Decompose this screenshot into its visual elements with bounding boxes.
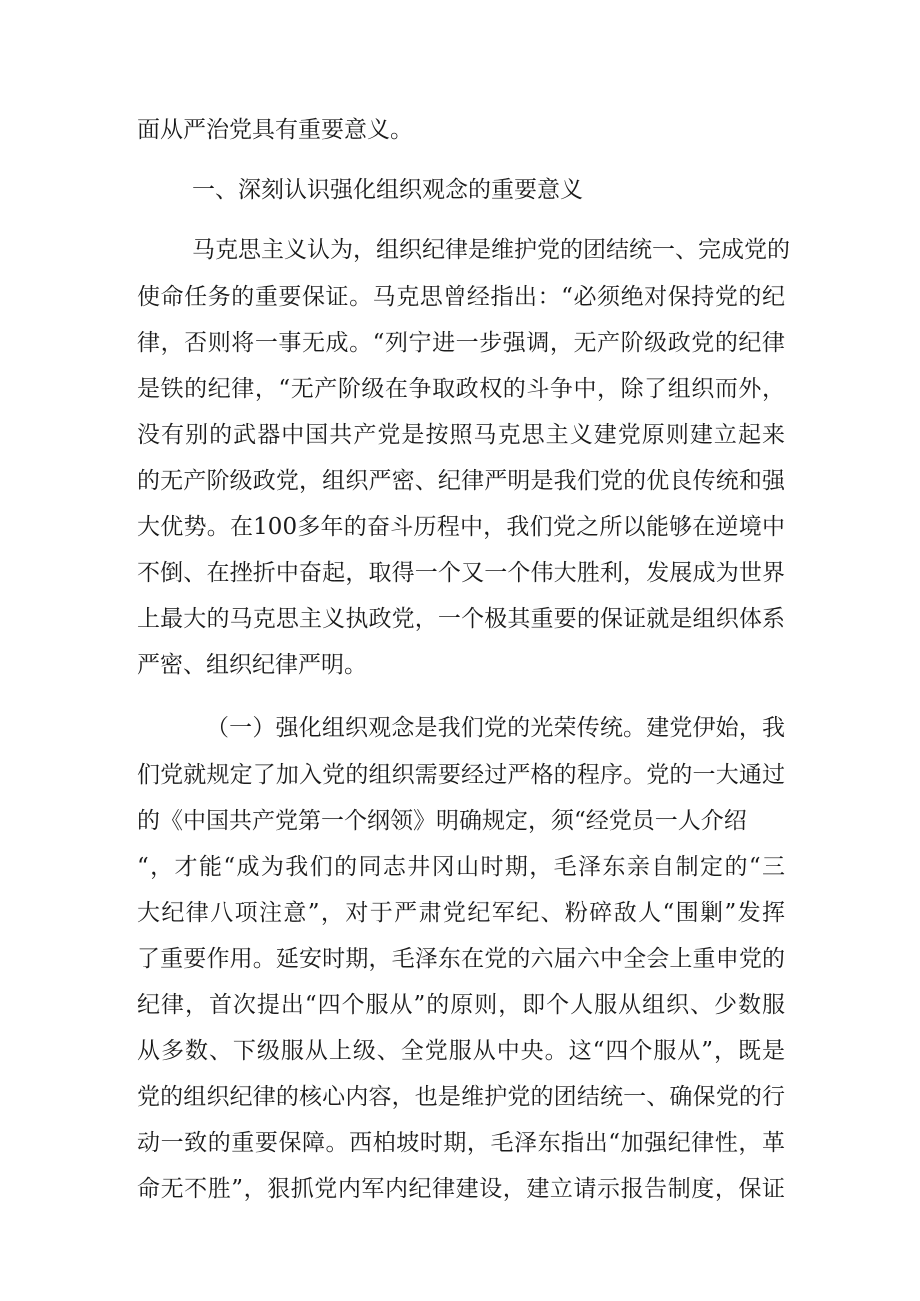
subsection-lead-line: （一）强化组织观念是我们党的光荣传统。建党伊始，我 bbox=[206, 715, 785, 741]
text-line: 从多数、下级服从上级、全党服从中央。这“四个服从”，既是 bbox=[137, 1038, 785, 1064]
text-line: 律，否则将一事无成。“列宁进一步强调，无产阶级政党的纪律 bbox=[137, 330, 785, 356]
text-line: 们党就规定了加入党的组织需要经过严格的程序。党的一大通过 bbox=[137, 762, 785, 788]
text-line: 命无不胜”，狠抓党内军内纪律建设，建立请示报告制度，保证 bbox=[137, 1176, 785, 1202]
text-line: 面从严治党具有重要意义。 bbox=[137, 117, 413, 143]
text-line: 大纪律八项注意”，对于严肃党纪军纪、粉碎敌人“围剿”发挥 bbox=[137, 900, 785, 926]
text-line: 的《中国共产党第一个纲领》明确规定，须“经党员一人介绍 bbox=[137, 808, 747, 834]
text-line: 大优势。在100多年的奋斗历程中，我们党之所以能够在逆境中 bbox=[137, 514, 785, 540]
text-line: 党的组织纪律的核心内容，也是维护党的团结统一、确保党的行 bbox=[137, 1084, 785, 1110]
text-line: “，才能“成为我们的同志井冈山时期，毛泽东亲自制定的“三 bbox=[137, 854, 785, 880]
text-line: 了重要作用。延安时期，毛泽东在党的六届六中全会上重申党的 bbox=[137, 946, 785, 972]
text-line: 不倒、在挫折中奋起，取得一个又一个伟大胜利，发展成为世界 bbox=[137, 560, 785, 586]
text-line: 纪律，首次提出“四个服从”的原则，即个人服从组织、少数服 bbox=[137, 992, 785, 1018]
text-line: 是铁的纪律，“无产阶级在争取政权的斗争中，除了组织而外， bbox=[137, 376, 785, 402]
text-line: 严密、组织纪律严明。 bbox=[137, 652, 367, 678]
text-line: 动一致的重要保障。西柏坡时期，毛泽东指出“加强纪律性，革 bbox=[137, 1130, 785, 1156]
text-line: 没有别的武器中国共产党是按照马克思主义建党原则建立起来 bbox=[137, 422, 785, 448]
text-line: 马克思主义认为，组织纪律是维护党的团结统一、完成党的 bbox=[192, 237, 790, 263]
text-line: 上最大的马克思主义执政党，一个极其重要的保证就是组织体系 bbox=[137, 606, 785, 632]
section-heading: 一、深刻认识强化组织观念的重要意义 bbox=[192, 177, 583, 203]
text-line: 使命任务的重要保证。马克思曾经指出：“必须绝对保持党的纪 bbox=[137, 284, 785, 310]
text-line: 的无产阶级政党，组织严密、纪律严明是我们党的优良传统和强 bbox=[137, 468, 785, 494]
